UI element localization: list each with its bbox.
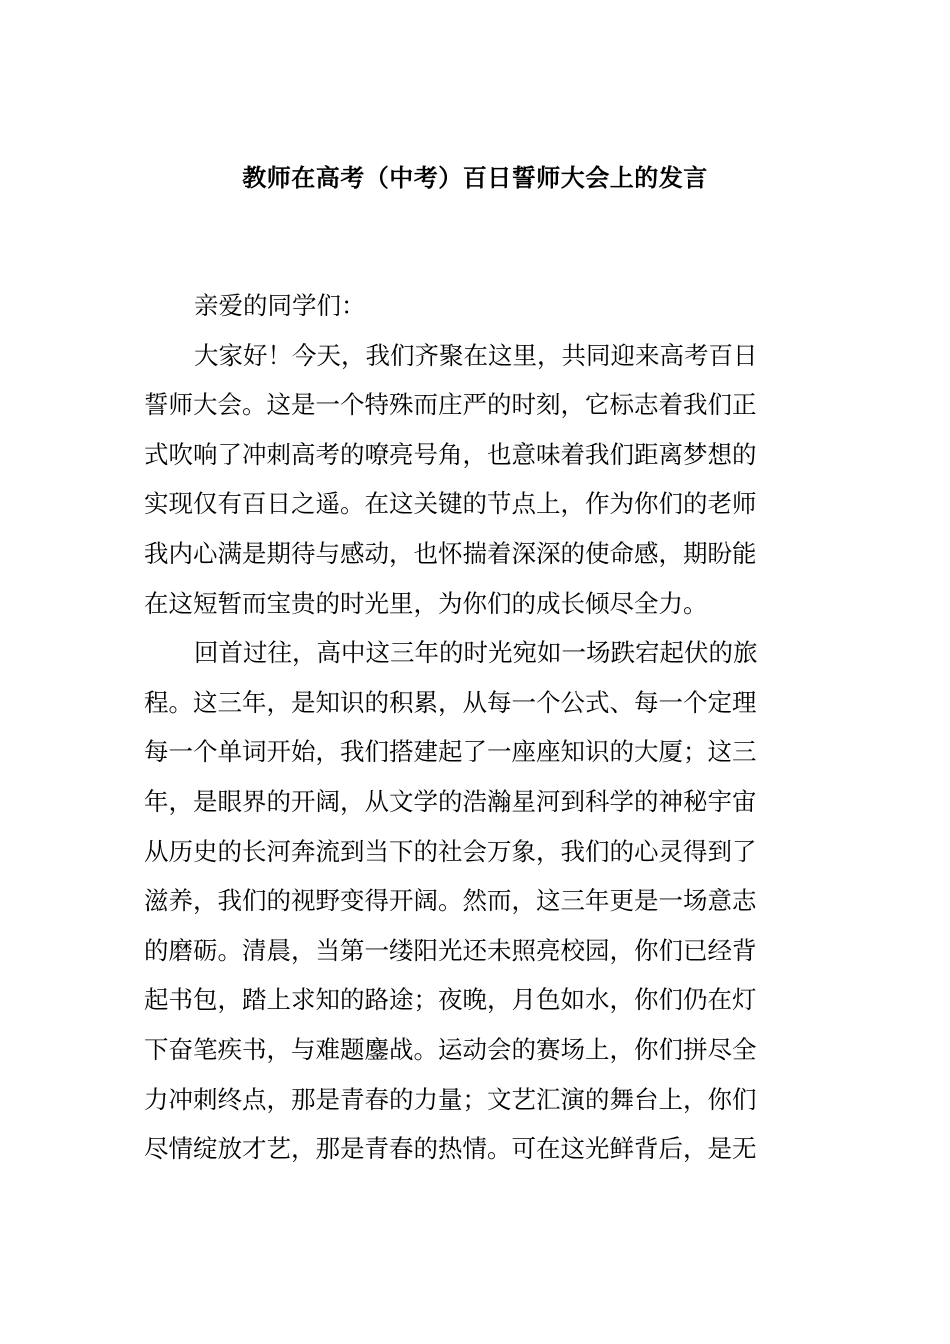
salutation: 亲爱的同学们： (194, 291, 366, 320)
paragraph-line: 程。这三年，是知识的积累，从每一个公式、每一个定理 (144, 687, 757, 717)
paragraph-line: 的磨砺。清晨，当第一缕阳光还未照亮校园，你们已经背 (144, 935, 757, 965)
paragraph-line: 年，是眼界的开阔，从文学的浩瀚星河到科学的神秘宇宙 (144, 786, 757, 816)
paragraph-line: 回首过往，高中这三年的时光宛如一场跌宕起伏的旅 (194, 638, 758, 668)
paragraph-line: 力冲刺终点，那是青春的力量；文艺汇演的舞台上，你们 (144, 1084, 757, 1114)
paragraph-line: 尽情绽放才艺，那是青春的热情。可在这光鲜背后，是无 (144, 1134, 757, 1164)
paragraph-line: 我内心满是期待与感动，也怀揣着深深的使命感，期盼能 (144, 538, 757, 568)
paragraph-line: 下奋笔疾书，与难题鏖战。运动会的赛场上，你们拼尽全 (144, 1034, 757, 1064)
paragraph-line: 从历史的长河奔流到当下的社会万象，我们的心灵得到了 (144, 836, 757, 866)
document-body (144, 281, 808, 1174)
paragraph-line: 实现仅有百日之遥。在这关键的节点上，作为你们的老师 (144, 489, 757, 519)
paragraph-line: 在这短暂而宝贵的时光里，为你们的成长倾尽全力。 (144, 588, 708, 618)
paragraph-line: 起书包，踏上求知的路途；夜晚，月色如水，你们仍在灯 (144, 985, 757, 1015)
paragraph-line: 誓师大会。这是一个特殊而庄严的时刻，它标志着我们正 (144, 390, 757, 420)
paragraph-line: 大家好！今天，我们齐聚在这里，共同迎来高考百日 (194, 340, 758, 370)
paragraph-line: 滋养，我们的视野变得开阔。然而，这三年更是一场意志 (144, 886, 757, 916)
paragraph-line: 每一个单词开始，我们搭建起了一座座知识的大厦；这三 (144, 737, 757, 767)
document-title: 教师在高考（中考）百日誓师大会上的发言 (242, 164, 708, 192)
paragraph-line: 式吹响了冲刺高考的嘹亮号角，也意味着我们距离梦想的 (144, 439, 757, 469)
